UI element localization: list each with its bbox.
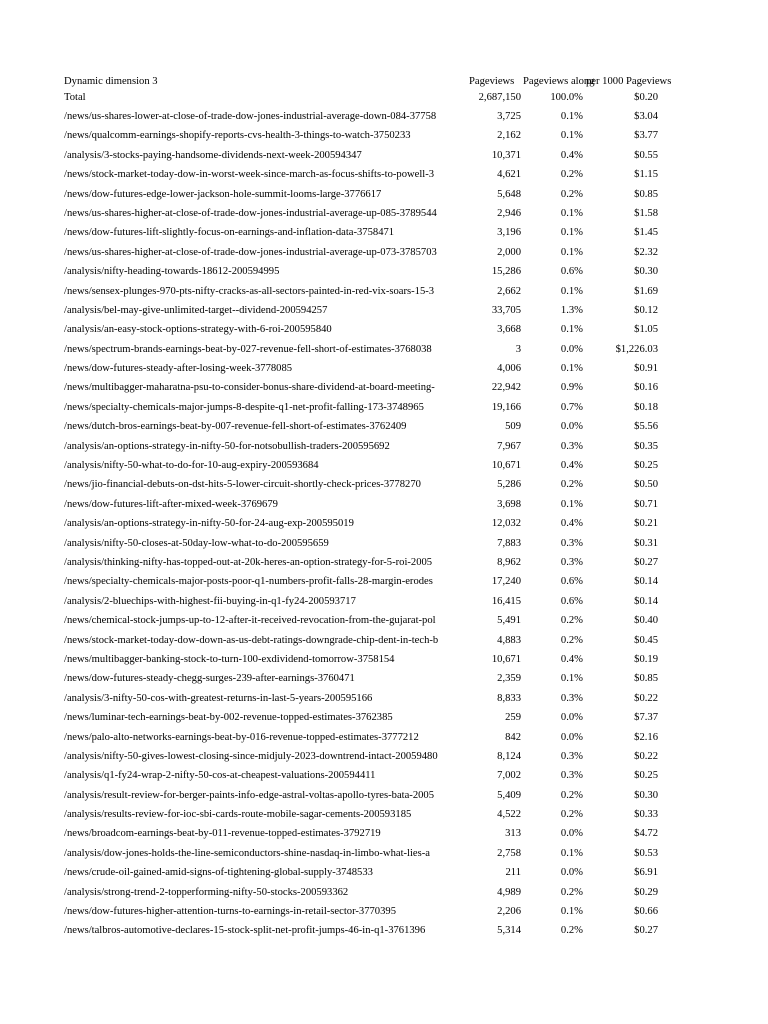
- row-revenue: $0.85: [634, 673, 658, 685]
- row-pageviews: 10,671: [491, 653, 521, 665]
- table-row: [64, 883, 660, 902]
- row-dimension: /analysis/3-nifty-50-cos-with-greatest-returns-in-last-5-years-200595166: [64, 692, 373, 704]
- row-dimension: /news/multibagger-banking-stock-to-turn-100-exdividend-tomorrow-3758154: [64, 653, 395, 665]
- table-row: [64, 456, 660, 475]
- row-revenue: $1.05: [634, 324, 658, 336]
- row-revenue: $0.30: [634, 266, 658, 278]
- row-share: 0.1%: [560, 673, 583, 685]
- row-pageviews: 17,240: [491, 576, 521, 588]
- table-row: [64, 863, 660, 882]
- row-pageviews: 5,409: [497, 789, 521, 801]
- row-revenue: $7.37: [634, 712, 658, 724]
- row-share: 0.0%: [560, 828, 583, 840]
- row-dimension: /news/specialty-chemicals-major-posts-poor-q1-numbers-profit-falls-28-margin-erodes: [64, 576, 433, 588]
- table-row: [64, 805, 660, 824]
- row-pageviews: 3,725: [497, 111, 521, 122]
- row-dimension: /news/chemical-stock-jumps-up-to-12-after-it-received-revocation-from-the-gujarat-pol: [64, 615, 436, 627]
- table-row: [64, 223, 660, 242]
- pageviews-header: Pageviews: [469, 76, 515, 87]
- row-share: 0.0%: [560, 712, 583, 724]
- row-pageviews: 2,000: [497, 246, 521, 258]
- row-pageviews: 10,671: [491, 460, 521, 472]
- row-pageviews: 4,621: [497, 169, 521, 181]
- row-dimension: /news/talbros-automotive-declares-15-stock-split-net-profit-jumps-46-in-q1-3761396: [64, 925, 426, 937]
- row-share: 0.1%: [560, 246, 583, 258]
- row-revenue: $0.19: [634, 653, 658, 665]
- row-pageviews: 2,359: [497, 673, 521, 685]
- table-row: [64, 824, 660, 843]
- row-share: 0.7%: [560, 401, 583, 413]
- row-revenue: $0.33: [634, 809, 658, 821]
- table-row: [64, 165, 660, 184]
- row-dimension: /news/qualcomm-earnings-shopify-reports-cvs-health-3-things-to-watch-3750233: [64, 130, 411, 142]
- row-revenue: $0.22: [634, 692, 658, 704]
- row-share: 0.1%: [560, 227, 583, 239]
- row-share: 0.3%: [560, 770, 583, 782]
- row-share: 0.3%: [560, 537, 583, 549]
- table-row: [64, 495, 660, 514]
- header-row: [64, 74, 672, 89]
- row-share: 0.1%: [560, 363, 583, 375]
- row-revenue: $3.77: [634, 130, 658, 142]
- row-revenue: $2.32: [634, 246, 658, 258]
- row-revenue: $3.04: [634, 111, 658, 122]
- row-share: 0.1%: [560, 847, 583, 859]
- row-share: 0.4%: [560, 460, 583, 472]
- row-revenue: $0.85: [634, 188, 658, 200]
- row-revenue: $5.56: [634, 421, 658, 433]
- row-share: 0.1%: [560, 111, 583, 122]
- table-row: [64, 689, 660, 708]
- row-dimension: /analysis/strong-trend-2-topperforming-nifty-50-stocks-200593362: [64, 886, 349, 898]
- row-revenue: $1,226.03: [615, 343, 658, 355]
- row-share: 0.9%: [560, 382, 583, 394]
- row-dimension: /analysis/an-easy-stock-options-strategy-with-6-roi-200595840: [64, 324, 332, 336]
- table-row: [64, 708, 660, 727]
- row-dimension: /news/dow-futures-lift-after-mixed-week-3769679: [64, 498, 278, 510]
- row-revenue: $0.25: [634, 460, 658, 472]
- row-pageviews: 5,491: [497, 615, 521, 627]
- table-row: [64, 126, 660, 145]
- table-row: [64, 437, 660, 456]
- row-pageviews: 211: [505, 867, 521, 879]
- row-revenue: $0.40: [634, 615, 658, 627]
- row-dimension: /news/palo-alto-networks-earnings-beat-by-016-revenue-topped-estimates-3777212: [64, 731, 419, 743]
- row-revenue: $0.35: [634, 440, 658, 452]
- row-share: 0.0%: [560, 421, 583, 433]
- table-row: [64, 378, 660, 397]
- row-dimension: /news/crude-oil-gained-amid-signs-of-tightening-global-supply-3748533: [64, 867, 373, 879]
- row-pageviews: 313: [505, 828, 521, 840]
- row-share: 0.3%: [560, 692, 583, 704]
- table-row: [64, 282, 660, 301]
- table-row: [64, 786, 660, 805]
- row-pageviews: 259: [505, 712, 521, 724]
- row-revenue: $1.58: [634, 207, 658, 219]
- row-pageviews: 10,371: [491, 149, 521, 161]
- table-row: [64, 417, 660, 436]
- row-pageviews: 842: [505, 731, 521, 743]
- row-pageviews: 8,833: [497, 692, 521, 704]
- row-pageviews: 15,286: [491, 266, 521, 278]
- row-dimension: /news/luminar-tech-earnings-beat-by-002-revenue-topped-estimates-3762385: [64, 712, 393, 724]
- row-share: 0.0%: [560, 343, 583, 355]
- row-share: 0.3%: [560, 750, 583, 762]
- row-revenue: $0.25: [634, 770, 658, 782]
- row-pageviews: 33,705: [491, 304, 521, 316]
- row-pageviews: 19,166: [491, 401, 521, 413]
- row-revenue: $0.18: [634, 401, 658, 413]
- row-share: 0.3%: [560, 556, 583, 568]
- row-share: 0.2%: [560, 634, 583, 646]
- row-share: 0.4%: [560, 149, 583, 161]
- row-revenue: $0.29: [634, 886, 658, 898]
- row-dimension: /news/spectrum-brands-earnings-beat-by-027-revenue-fell-short-of-estimates-3768038: [64, 343, 432, 355]
- row-dimension: /news/dow-futures-higher-attention-turns-to-earnings-in-retail-sector-3770395: [64, 906, 396, 918]
- row-share: 1.3%: [560, 304, 583, 316]
- revenue-per-1000-header: per 1000 Pageviews: [586, 76, 672, 87]
- table-row: [64, 262, 660, 281]
- row-share: 0.2%: [560, 789, 583, 801]
- table-row: [64, 301, 660, 320]
- table-row: [64, 320, 660, 339]
- table-row: [64, 534, 660, 553]
- row-dimension: /analysis/results-review-for-ioc-sbi-cards-route-mobile-sagar-cements-200593185: [64, 809, 412, 821]
- row-revenue: $0.31: [634, 537, 658, 549]
- table-row: [64, 669, 660, 688]
- row-revenue: $0.21: [634, 518, 658, 530]
- row-dimension: /news/us-shares-higher-at-close-of-trade-dow-jones-industrial-average-up-073-3785703: [64, 246, 437, 258]
- row-pageviews: 5,314: [497, 925, 521, 937]
- row-dimension: /analysis/nifty-heading-towards-18612-200594995: [64, 266, 280, 278]
- table-row: [64, 650, 660, 669]
- row-share: 0.1%: [560, 324, 583, 336]
- table-row: [64, 766, 660, 785]
- row-dimension: /analysis/result-review-for-berger-paints-info-edge-astral-voltas-apollo-tyres-bata-2005: [64, 789, 435, 801]
- row-dimension: /news/stock-market-today-dow-down-as-us-debt-ratings-downgrade-chip-dent-in-tech-b: [64, 634, 439, 646]
- row-dimension: /analysis/dow-jones-holds-the-line-semiconductors-shine-nasdaq-in-limbo-what-lies-a: [64, 847, 430, 859]
- row-pageviews: 7,967: [497, 440, 521, 452]
- table-row: [64, 611, 660, 630]
- row-pageviews: 7,002: [497, 770, 521, 782]
- row-dimension: /news/dow-futures-steady-after-losing-week-3778085: [64, 363, 293, 375]
- table-row: [64, 146, 660, 165]
- row-share: 0.2%: [560, 886, 583, 898]
- row-revenue: $2.16: [634, 731, 658, 743]
- row-pageviews: 16,415: [491, 595, 521, 607]
- row-revenue: $0.27: [634, 556, 658, 568]
- row-pageviews: 3,196: [497, 227, 521, 239]
- row-dimension: /analysis/2-bluechips-with-highest-fii-buying-in-q1-fy24-200593717: [64, 595, 356, 607]
- row-revenue: $0.53: [634, 847, 658, 859]
- row-dimension: /news/stock-market-today-dow-in-worst-week-since-march-as-focus-shifts-to-powell-3: [64, 169, 435, 181]
- row-revenue: $0.14: [634, 576, 658, 588]
- row-revenue: $4.72: [634, 828, 658, 840]
- row-share: 0.2%: [560, 479, 583, 491]
- total-pageviews: 2,687,150: [478, 92, 521, 103]
- total-revenue: $0.20: [634, 92, 658, 103]
- row-pageviews: 4,989: [497, 886, 521, 898]
- table-row: [64, 553, 660, 572]
- row-share: 0.6%: [560, 595, 583, 607]
- table-row: [64, 185, 660, 204]
- table-row: [64, 844, 660, 863]
- row-pageviews: 2,162: [497, 130, 521, 142]
- row-dimension: /news/dow-futures-steady-chegg-surges-239-after-earnings-3760471: [64, 673, 355, 685]
- row-pageviews: 8,124: [497, 750, 521, 762]
- row-revenue: $6.91: [634, 867, 658, 879]
- row-pageviews: 7,883: [497, 537, 521, 549]
- row-pageviews: 22,942: [491, 382, 521, 394]
- row-pageviews: 4,522: [497, 809, 521, 821]
- table-row: [64, 204, 660, 223]
- row-share: 0.6%: [560, 576, 583, 588]
- row-dimension: /news/dutch-bros-earnings-beat-by-007-revenue-fell-short-of-estimates-3762409: [64, 421, 407, 433]
- row-dimension: /analysis/nifty-50-what-to-do-for-10-aug-expiry-200593684: [64, 460, 319, 472]
- total-share: 100.0%: [550, 92, 583, 103]
- row-pageviews: 509: [505, 421, 521, 433]
- row-dimension: /analysis/thinking-nifty-has-topped-out-at-20k-heres-an-option-strategy-for-5-roi-2005: [64, 556, 433, 568]
- table-row: [64, 243, 660, 262]
- row-dimension: /analysis/bel-may-give-unlimited-target--dividend-200594257: [64, 304, 328, 316]
- row-share: 0.0%: [560, 731, 583, 743]
- row-pageviews: 8,962: [497, 556, 521, 568]
- table-row: [64, 631, 660, 650]
- row-share: 0.1%: [560, 906, 583, 918]
- row-share: 0.1%: [560, 130, 583, 142]
- row-share: 0.2%: [560, 615, 583, 627]
- report-table: [64, 74, 672, 941]
- row-dimension: /analysis/3-stocks-paying-handsome-dividends-next-week-200594347: [64, 149, 362, 161]
- table-row: [64, 728, 660, 747]
- row-pageviews: 2,758: [497, 847, 521, 859]
- table-row: [64, 359, 660, 378]
- table-row: [64, 592, 660, 611]
- table-body: [64, 107, 660, 941]
- row-share: 0.0%: [560, 867, 583, 879]
- row-pageviews: 4,883: [497, 634, 521, 646]
- row-revenue: $0.71: [634, 498, 658, 510]
- row-dimension: /news/broadcom-earnings-beat-by-011-revenue-topped-estimates-3792719: [64, 828, 381, 840]
- row-pageviews: 12,032: [491, 518, 521, 530]
- row-revenue: $0.45: [634, 634, 658, 646]
- row-pageviews: 2,662: [497, 285, 521, 297]
- table-row: [64, 514, 660, 533]
- table-row: [64, 340, 660, 359]
- row-share: 0.3%: [560, 440, 583, 452]
- table-row: [64, 475, 660, 494]
- row-share: 0.4%: [560, 653, 583, 665]
- row-dimension: /news/sensex-plunges-970-pts-nifty-cracks-as-all-sectors-painted-in-red-vix-soars-15-3: [64, 285, 435, 297]
- row-pageviews: 3: [515, 343, 521, 355]
- row-share: 0.4%: [560, 518, 583, 530]
- row-dimension: /analysis/q1-fy24-wrap-2-nifty-50-cos-at-cheapest-valuations-200594411: [64, 770, 376, 782]
- row-share: 0.1%: [560, 285, 583, 297]
- row-share: 0.1%: [560, 498, 583, 510]
- row-revenue: $0.22: [634, 750, 658, 762]
- table-row: [64, 921, 660, 940]
- row-share: 0.6%: [560, 266, 583, 278]
- row-dimension: /news/dow-futures-lift-slightly-focus-on-earnings-and-inflation-data-3758471: [64, 227, 395, 239]
- row-dimension: /news/multibagger-maharatna-psu-to-consider-bonus-share-dividend-at-board-meeting-: [64, 382, 435, 394]
- row-pageviews: 3,668: [497, 324, 521, 336]
- row-revenue: $1.69: [634, 285, 658, 297]
- row-revenue: $0.14: [634, 595, 658, 607]
- row-revenue: $0.16: [634, 382, 658, 394]
- row-dimension: /news/us-shares-lower-at-close-of-trade-dow-jones-industrial-average-down-084-37758: [64, 111, 437, 122]
- row-dimension: /analysis/nifty-50-closes-at-50day-low-what-to-do-200595659: [64, 537, 329, 549]
- row-revenue: $0.91: [634, 363, 658, 375]
- table-row: [64, 572, 660, 591]
- table-row: [64, 747, 660, 766]
- row-dimension: /analysis/an-options-strategy-in-nifty-50-for-notsobullish-traders-200595692: [64, 440, 390, 452]
- row-pageviews: 2,946: [497, 207, 521, 219]
- row-revenue: $0.12: [634, 304, 658, 316]
- row-dimension: /analysis/an-options-strategy-in-nifty-50-for-24-aug-exp-200595019: [64, 518, 354, 530]
- table-row: [64, 107, 660, 126]
- total-row: [64, 89, 660, 107]
- row-share: 0.2%: [560, 809, 583, 821]
- row-share: 0.1%: [560, 207, 583, 219]
- row-dimension: /news/dow-futures-edge-lower-jackson-hole-summit-looms-large-3776617: [64, 188, 382, 200]
- row-revenue: $0.27: [634, 925, 658, 937]
- row-revenue: $1.15: [634, 169, 658, 181]
- row-share: 0.2%: [560, 188, 583, 200]
- total-label: Total: [64, 92, 86, 103]
- row-revenue: $0.66: [634, 906, 658, 918]
- row-pageviews: 3,698: [497, 498, 521, 510]
- row-pageviews: 5,648: [497, 188, 521, 200]
- row-revenue: $0.55: [634, 149, 658, 161]
- row-dimension: /news/jio-financial-debuts-on-dst-hits-5-lower-circuit-shortly-check-prices-3778270: [64, 479, 421, 491]
- row-revenue: $0.30: [634, 789, 658, 801]
- row-dimension: /news/specialty-chemicals-major-jumps-8-despite-q1-net-profit-falling-173-3748965: [64, 401, 424, 413]
- row-revenue: $0.50: [634, 479, 658, 491]
- pageviews-share-header: Pageviews along: [523, 76, 595, 87]
- row-pageviews: 2,206: [497, 906, 521, 918]
- dimension-header: Dynamic dimension 3: [64, 76, 158, 87]
- table-row: [64, 398, 660, 417]
- row-revenue: $1.45: [634, 227, 658, 239]
- row-share: 0.2%: [560, 925, 583, 937]
- row-share: 0.2%: [560, 169, 583, 181]
- row-pageviews: 4,006: [497, 363, 521, 375]
- row-dimension: /analysis/nifty-50-gives-lowest-closing-since-midjuly-2023-downtrend-intact-20059480: [64, 750, 438, 762]
- row-dimension: /news/us-shares-higher-at-close-of-trade-dow-jones-industrial-average-up-085-3789544: [64, 207, 437, 219]
- table-row: [64, 902, 660, 921]
- row-pageviews: 5,286: [497, 479, 521, 491]
